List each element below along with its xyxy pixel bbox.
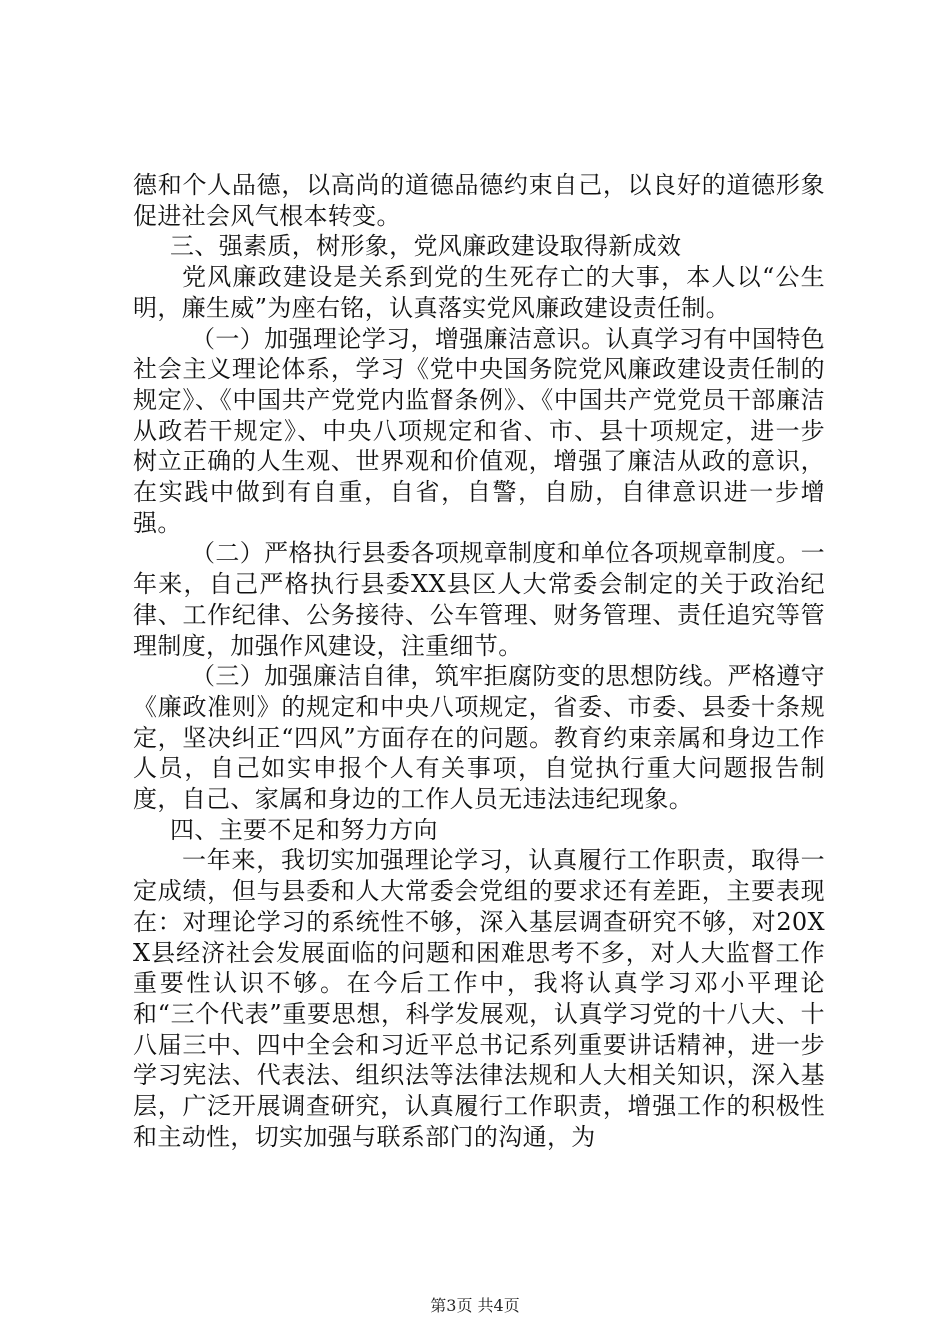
paragraph-shortcomings: 一年来，我切实加强理论学习，认真履行工作职责，取得一定成绩，但与县委和人大常委会党组的要求还有差距，主要表现在：对理论学习的系统性不够，深入基层调查研究不够，对20XX县经济社会发展面临的问题和困难思考不多，对人大监督工作重要性认识不够。在今后工作中，我将认真学习邓小平理论和“三个代表”重要思想，科学发展观，认真学习党的十八大、十八届三中、四中全会和习近平总书记系列重要讲话精神，进一步学习宪法、代表法、组织法等法律法规和人大相关知识，深入基层，广泛开展调查研究，认真履行工作职责，增强工作的积极性和主动性，切实加强与联系部门的沟通，为 [133, 846, 825, 1151]
paragraph-item-2: （二）严格执行县委各项规章制度和单位各项规章制度。一年来，自己严格执行县委XX县区人大常委会制定的关于政治纪律、工作纪律、公务接待、公车管理、财务管理、责任追究等管理制度，加强作风建设，注重细节。 [133, 539, 825, 660]
document-body [133, 170, 825, 1153]
paragraph-item-1: （一）加强理论学习，增强廉洁意识。认真学习有中国特色社会主义理论体系，学习《党中央国务院党风廉政建设责任制的规定》、《中国共产党党内监督条例》、《中国共产党党员干部廉洁从政若干规定》、中央八项规定和省、市、县十项规定，进一步树立正确的人生观、世界观和价值观，增强了廉洁从政的意识，在实践中做到有自重，自省，自警，自励，自律意识进一步增强。 [133, 324, 825, 537]
page-number-footer: 第3页 共4页 [430, 1296, 520, 1315]
paragraph-party-conduct: 党风廉政建设是关系到党的生死存亡的大事，本人以“公生明，廉生威”为座右铭，认真落实党风廉政建设责任制。 [133, 263, 825, 322]
paragraph-continuation: 德和个人品德，以高尚的道德品德约束自己，以良好的道德形象促进社会风气根本转变。 [133, 171, 825, 230]
section-heading-3: 三、强素质，树形象，党风廉政建设取得新成效 [170, 232, 682, 261]
section-heading-4: 四、主要不足和努力方向 [170, 815, 438, 844]
paragraph-item-3: （三）加强廉洁自律，筑牢拒腐防变的思想防线。严格遵守《廉政准则》的规定和中央八项规定，省委、市委、县委十条规定，坚决纠正“四风”方面存在的问题。教育约束亲属和身边工作人员，自己如实申报个人有关事项，自觉执行重大问题报告制度，自己、家属和身边的工作人员无违法违纪现象。 [133, 662, 825, 814]
